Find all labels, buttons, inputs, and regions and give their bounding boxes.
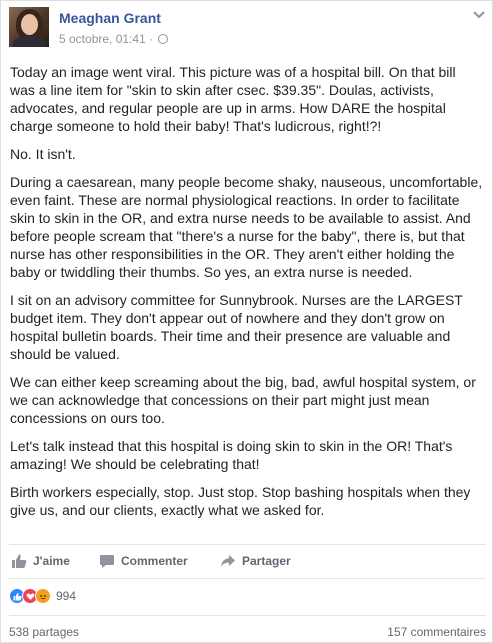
post-header bbox=[9, 7, 486, 51]
share-count[interactable]: 538 partages bbox=[9, 625, 80, 639]
share-label: Partager bbox=[242, 554, 291, 568]
post-paragraph: Let's talk instead that this hospital is doing skin to skin in the OR! That's amazing! We should be celebrating that! bbox=[10, 438, 453, 472]
divider bbox=[9, 578, 486, 579]
globe-icon bbox=[158, 34, 168, 44]
share-icon bbox=[220, 553, 236, 569]
like-button[interactable] bbox=[11, 553, 70, 569]
post-paragraph: No. It isn't. bbox=[10, 146, 76, 162]
divider bbox=[9, 544, 486, 545]
comment-button[interactable] bbox=[99, 553, 188, 569]
reactions-summary[interactable] bbox=[9, 587, 76, 605]
post-paragraph: We can either keep screaming about the big, bad, awful hospital system, or we can acknowledge that concessions on their part might just mean concessions on ours too. bbox=[10, 374, 476, 426]
post-paragraph: I sit on an advisory committee for Sunnybrook. Nurses are the LARGEST budget item. They don't appear out of nowhere and they don't grow on hospital bulletin boards. Their time and their presence are valuable and should be valued. bbox=[10, 292, 463, 362]
reaction-count: 994 bbox=[56, 589, 77, 603]
post-paragraph: Today an image went viral. This picture was of a hospital bill. On that bill was a line item for "skin to skin after csec. $39.35". Doulas, activists, advocates, and regular people are up in arms. How DARE the hospital charge someone to hold their baby! That's ludicrous, right!?! bbox=[10, 64, 456, 134]
avatar[interactable] bbox=[9, 7, 49, 47]
author-name[interactable]: Meaghan Grant bbox=[59, 10, 161, 26]
comment-count[interactable]: 157 commentaires bbox=[387, 625, 486, 639]
timestamp[interactable]: 5 octobre, 01:41 · bbox=[59, 32, 157, 46]
divider bbox=[9, 615, 486, 616]
thumbs-up-icon bbox=[11, 553, 27, 569]
angry-reaction-icon bbox=[35, 588, 51, 604]
post-paragraph: Birth workers especially, stop. Just stop. Stop bashing hospitals when they give us, and our clients, exactly what we asked for. bbox=[10, 484, 471, 518]
comment-icon bbox=[99, 553, 115, 569]
post-stats bbox=[9, 625, 486, 639]
post-paragraph: During a caesarean, many people become shaky, nauseous, uncomfortable, even faint. These are normal physiological reactions. In order to facilitate skin to skin in the OR, and extra nurse needs to be available to assist. And before people scream that "there's a nurse for the baby", there is, but that nurse has other responsibilities in the OR. They aren't either holding the baby or twiddling their thumbs. So yes, an extra nurse is needed. bbox=[10, 174, 483, 280]
post-meta bbox=[59, 32, 168, 46]
action-bar bbox=[9, 549, 486, 575]
comment-label: Commenter bbox=[121, 554, 188, 568]
share-button[interactable] bbox=[220, 553, 291, 569]
post-text bbox=[10, 63, 484, 529]
like-label: J'aime bbox=[33, 554, 70, 568]
chevron-down-icon[interactable] bbox=[472, 9, 486, 19]
